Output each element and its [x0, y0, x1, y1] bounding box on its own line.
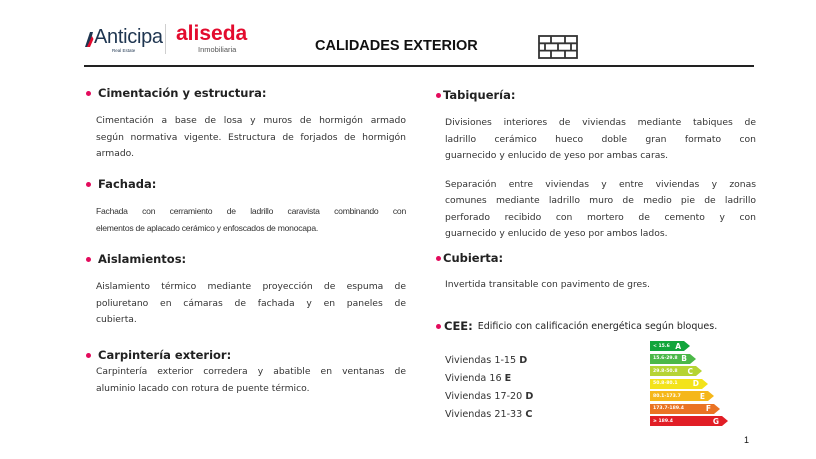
cee-item-label: Viviendas 1-15 [445, 355, 517, 366]
section-heading [436, 319, 766, 333]
page-title: CALIDADES EXTERIOR [315, 38, 478, 54]
section-heading [86, 177, 406, 191]
section-cimentacion [86, 86, 406, 163]
energy-band-range: 80.1-173.7 [653, 393, 681, 399]
cee-item [445, 352, 533, 370]
cee-item-grade: D [525, 391, 534, 402]
cee-item-label: Vivienda 16 [445, 373, 502, 384]
body-line: guarnecido y enlucido de yeso por ambas caras. [445, 150, 669, 161]
energy-rating-scale [650, 341, 736, 429]
bullet-dot-icon [86, 257, 91, 262]
bullet-dot-icon [86, 353, 91, 358]
body-line: comunes mediante ladrillo muro de medio pie de ladrillo [445, 195, 756, 206]
section-cubierta [436, 251, 756, 294]
heading-cimentacion: Cimentación y estructura: [98, 86, 267, 100]
body-line: Separación entre viviendas y entre viviendas y zonas [445, 178, 756, 190]
body-cimentacion [86, 113, 406, 163]
section-heading [436, 251, 756, 265]
cee-list [445, 352, 533, 424]
section-aislamientos [86, 252, 406, 329]
energy-band-c [650, 366, 696, 376]
energy-band-letter: E [699, 391, 705, 401]
body-line: poliuretano en cámaras de fachada y en paneles de [96, 297, 406, 309]
body-tabiqueria-1 [436, 115, 756, 165]
heading-cubierta: Cubierta: [443, 251, 504, 265]
section-heading [86, 252, 406, 266]
aliseda-logo-subtitle: Inmobiliaria [198, 45, 237, 54]
body-line: Fachada con cerramiento de ladrillo caravista combinando con [96, 206, 406, 216]
energy-band-a [650, 341, 684, 351]
body-aislamientos [86, 279, 406, 329]
heading-tabiqueria: Tabiquería: [443, 88, 516, 102]
bullet-dot-icon [436, 324, 441, 329]
bullet-dot-icon [436, 93, 441, 98]
logo-divider [165, 24, 166, 54]
energy-band-letter: C [687, 366, 693, 376]
energy-band-range: < 15.6 [653, 343, 670, 349]
brick-wall-icon [538, 35, 578, 59]
energy-band-range: 50.8-80.1 [653, 381, 678, 386]
cee-item-label: Viviendas 17-20 [445, 391, 523, 402]
energy-band-b [650, 354, 690, 364]
cee-description: Edificio con calificación energética según bloques. [477, 320, 718, 332]
energy-band-g [650, 416, 722, 426]
aliseda-logo-name: aliseda [176, 22, 248, 45]
body-line: armado. [96, 148, 135, 159]
heading-carpinteria: Carpintería exterior: [98, 348, 232, 362]
section-heading [436, 88, 756, 102]
energy-band-e [650, 391, 708, 401]
energy-band-letter: G [712, 416, 719, 426]
section-heading [86, 348, 406, 362]
energy-band-range: 173.7-189.4 [653, 406, 684, 411]
anticipa-logo-mark-icon [84, 30, 94, 48]
body-fachada [86, 203, 406, 236]
body-line: perforado recibido con mortero de cemento y con [445, 211, 756, 223]
energy-band-letter: B [681, 354, 687, 363]
section-tabiqueria [436, 88, 756, 243]
anticipa-logo [84, 26, 163, 53]
heading-aislamientos: Aislamientos: [98, 252, 187, 266]
aliseda-logo [176, 22, 252, 56]
body-cubierta [436, 277, 756, 294]
bullet-dot-icon [86, 91, 91, 96]
body-line: cubierta. [96, 314, 137, 325]
cee-item [445, 406, 533, 424]
body-line: guarnecido y enlucido de yeso por ambos lados. [445, 228, 668, 239]
body-carpinteria [86, 364, 406, 397]
cee-item-grade: D [519, 355, 528, 366]
body-line: Aislamiento térmico mediante proyección de espuma de [96, 281, 406, 292]
energy-band-range: ≥ 189.4 [653, 418, 673, 424]
page-number: 1 [744, 435, 750, 445]
cee-item-label: Viviendas 21-33 [445, 409, 523, 420]
energy-band-letter: F [705, 404, 711, 413]
cee-item-grade: E [504, 373, 512, 384]
body-line: Divisiones interiores de viviendas mediante tabiques de [445, 117, 756, 128]
body-line: Carpintería exterior corredera y abatible en ventanas de [96, 366, 406, 377]
cee-item [445, 388, 533, 406]
energy-band-f [650, 404, 714, 414]
anticipa-logo-subtitle: Real Estate [112, 48, 136, 53]
cee-item-grade: C [525, 409, 533, 420]
energy-band-range: 29.8-50.8 [653, 368, 678, 374]
energy-band-letter: D [692, 379, 699, 388]
body-line: aluminio lacado con rotura de puente térmico. [96, 382, 310, 394]
anticipa-logo-name: Anticipa [94, 26, 163, 48]
section-fachada [86, 177, 406, 236]
bullet-dot-icon [436, 256, 441, 261]
section-carpinteria [86, 348, 406, 397]
body-line: ladrillo cerámico hueco doble gran formato con [445, 133, 756, 145]
body-line: Cimentación a base de losa y muros de hormigón armado [96, 115, 406, 126]
header-rule [84, 65, 754, 67]
energy-band-range: 15.6-29.8 [653, 356, 678, 361]
body-line: según normativa vigente. Estructura de forjados de hormigón [96, 131, 406, 143]
body-line: elementos de aplacado cerámico y enfoscados de monocapa. [96, 222, 318, 233]
heading-cee: CEE: [444, 319, 473, 333]
section-cee [436, 319, 766, 333]
body-line: Invertida transitable con pavimento de gres. [445, 279, 650, 290]
energy-band-d [650, 379, 702, 389]
energy-band-letter: A [675, 341, 681, 351]
body-tabiqueria-2 [436, 177, 756, 243]
cee-item [445, 370, 533, 388]
section-heading [86, 86, 406, 100]
bullet-dot-icon [86, 182, 91, 187]
heading-fachada: Fachada: [98, 177, 157, 191]
